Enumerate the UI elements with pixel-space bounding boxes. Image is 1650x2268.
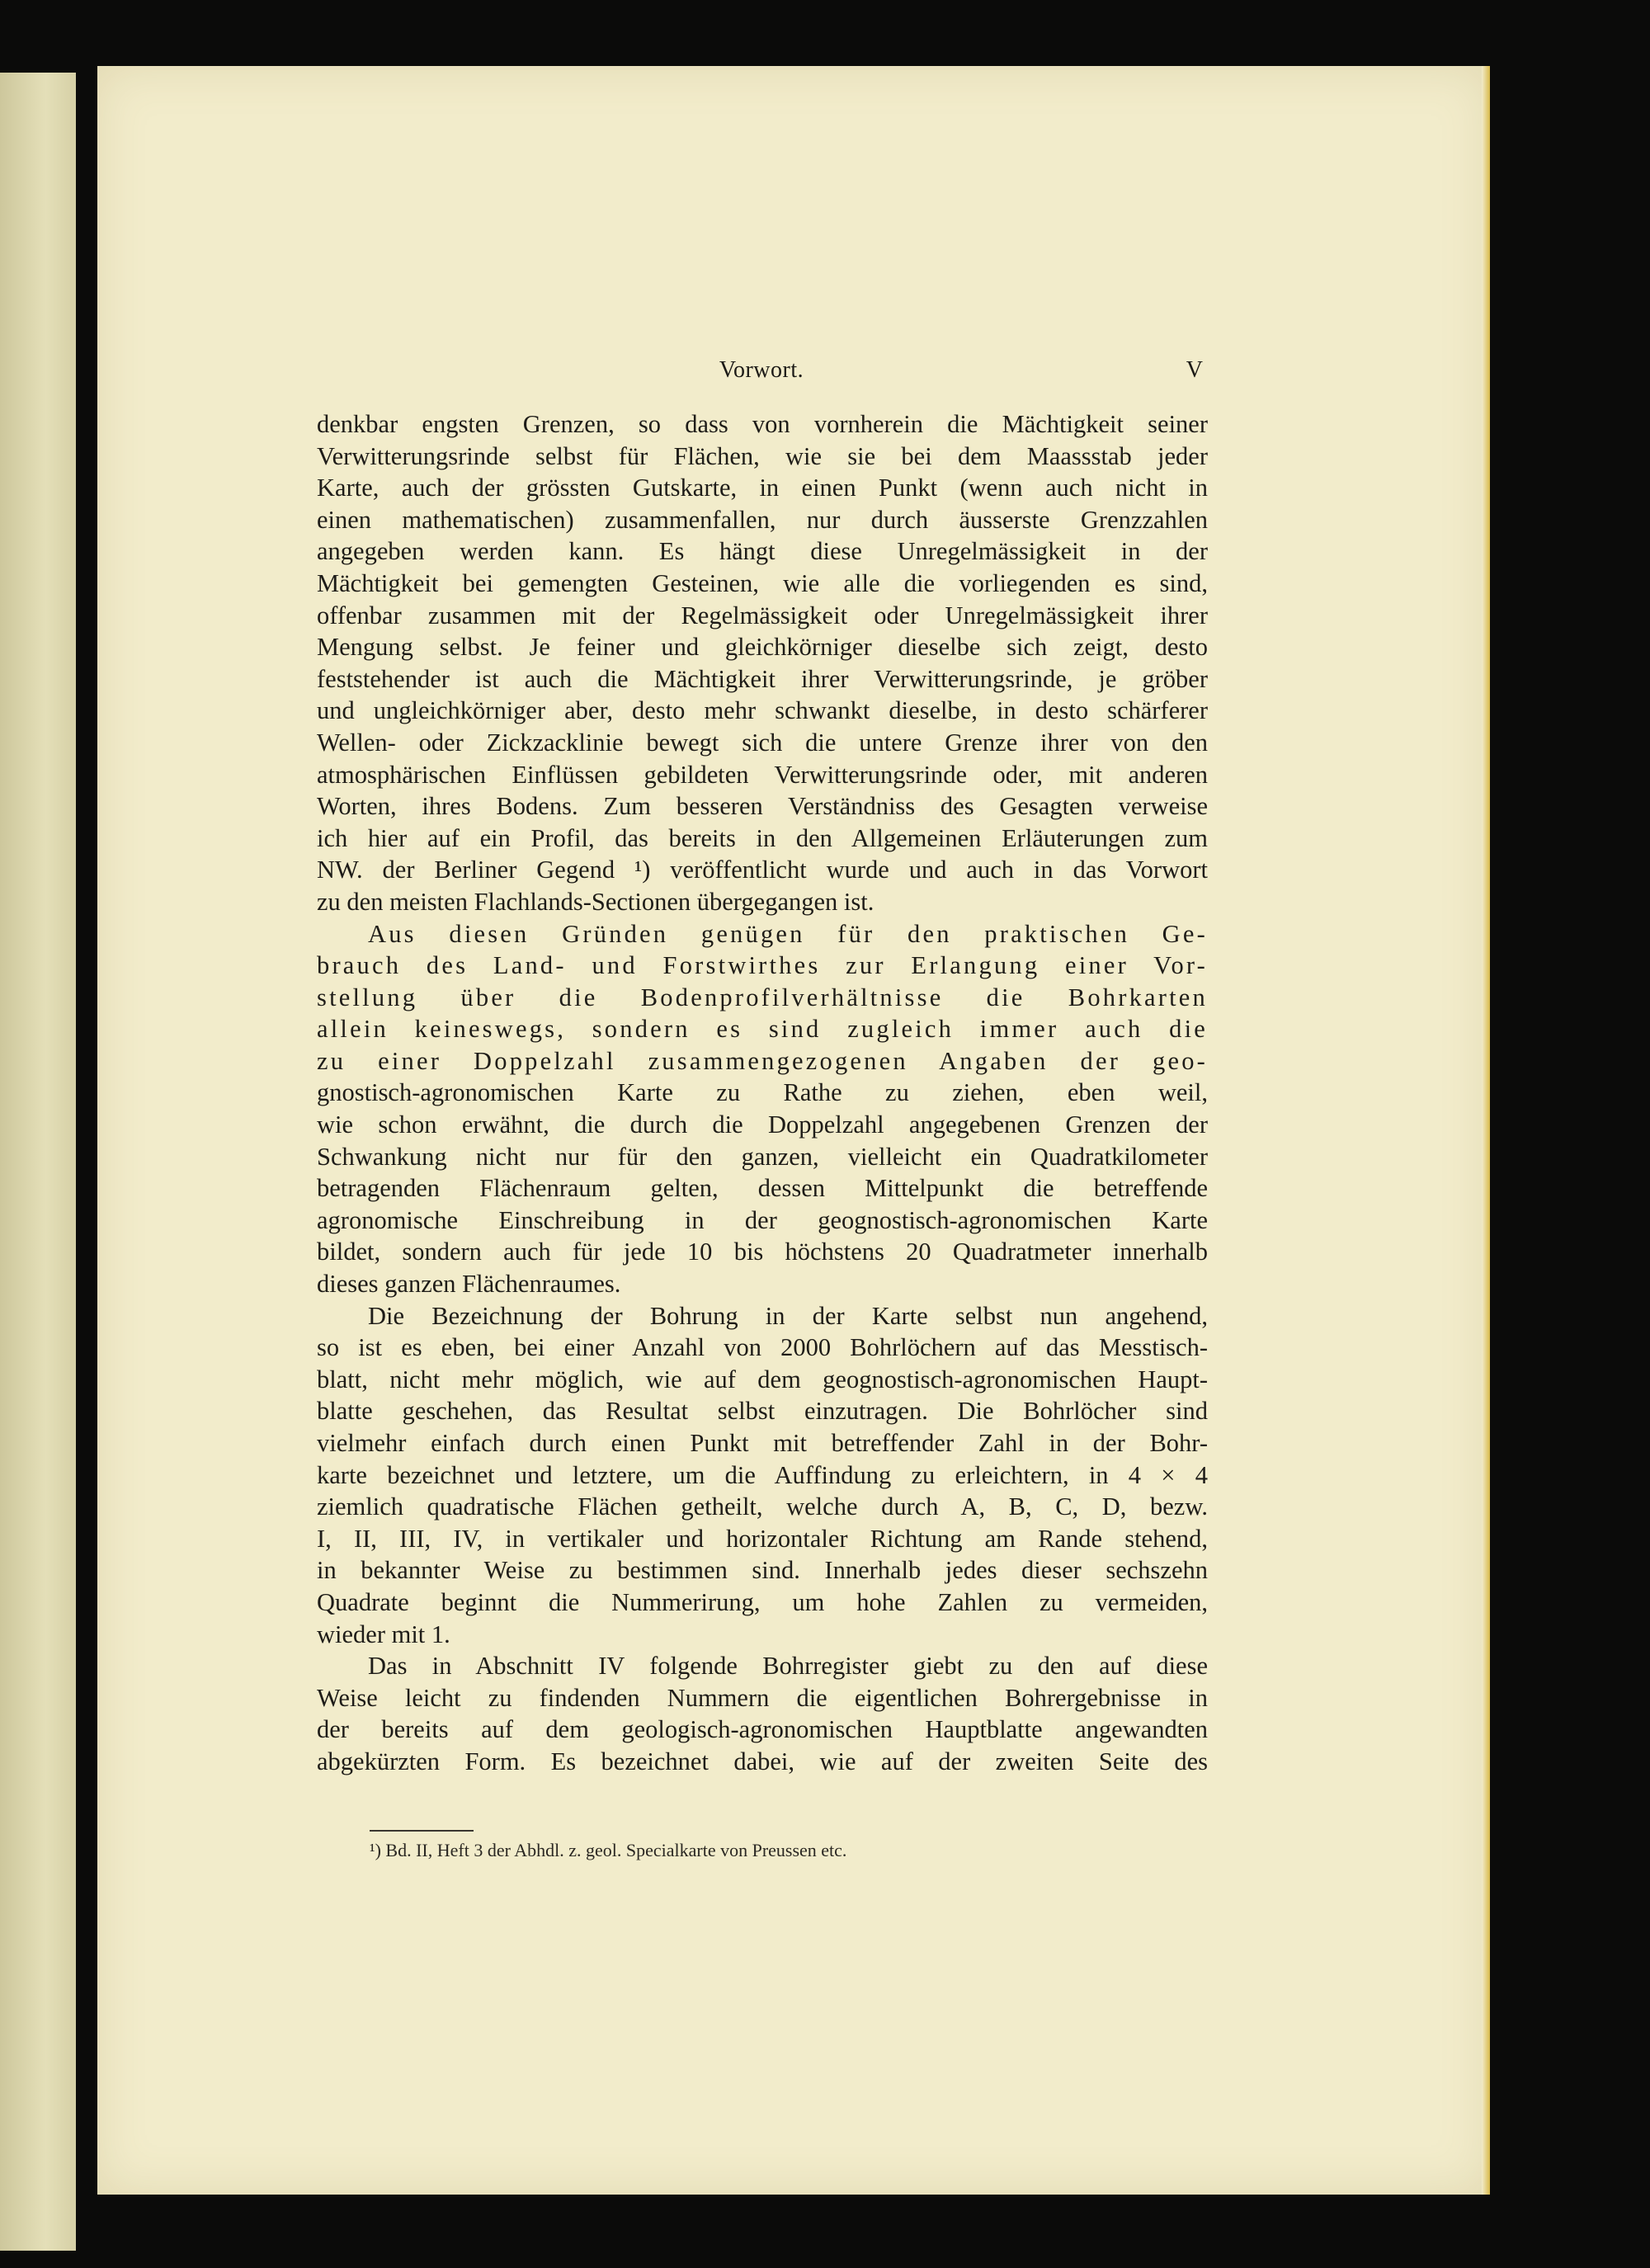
text-line: Quadrate beginnt die Nummerirung, um hohe Zahlen zu vermeiden, [317, 1587, 1208, 1616]
text-line: wieder mit 1. [317, 1620, 450, 1648]
text-line: ich hier auf ein Profil, das bereits in den Allgemeinen Erläuterungen zum [317, 823, 1208, 852]
text-line: in bekannter Weise zu bestimmen sind. Innerhalb jedes dieser sechszehn [317, 1556, 1208, 1585]
text-line: atmosphärischen Einflüssen gebildeten Verwitterungsrinde oder, mit anderen [317, 760, 1208, 789]
text-line: Worten, ihres Bodens. Zum besseren Verständniss des Gesagten verweise [317, 792, 1208, 821]
footnote-rule [370, 1830, 474, 1832]
text-line: feststehender ist auch die Mächtigkeit ihrer Verwitterungsrinde, je gröber [317, 664, 1208, 693]
text-line: blatt, nicht mehr möglich, wie auf dem geognostisch-agronomischen Haupt- [317, 1365, 1208, 1393]
text-line: der bereits auf dem geologisch-agronomischen Hauptblatte angewandten [317, 1715, 1208, 1744]
text-line: stellung über die Bodenprofilverhältnisse die Bohrkarten [317, 983, 1208, 1011]
text-line: Wellen- oder Zickzacklinie bewegt sich die untere Grenze ihrer von den [317, 728, 1208, 757]
page-right-edge [1482, 66, 1490, 2195]
previous-page-edge [0, 73, 76, 2251]
text-line: NW. der Berliner Gegend ¹) veröffentlicht wurde und auch in das Vorwort [317, 856, 1208, 884]
text-line: vielmehr einfach durch einen Punkt mit betreffender Zahl in der Bohr- [317, 1429, 1208, 1457]
footnote: ¹) Bd. II, Heft 3 der Abhdl. z. geol. Specialkarte von Preussen etc. [370, 1840, 847, 1860]
text-line: blatte geschehen, das Resultat selbst einzutragen. Die Bohrlöcher sind [317, 1397, 1208, 1426]
text-line: Mächtigkeit bei gemengten Gesteinen, wie alle die vorliegenden es sind, [317, 568, 1208, 597]
text-line: agronomische Einschreibung in der geognostisch-agronomischen Karte [317, 1205, 1208, 1234]
text-line: wie schon erwähnt, die durch die Doppelzahl angegebenen Grenzen der [317, 1110, 1208, 1139]
text-line: Aus diesen Gründen genügen für den praktischen Ge- [368, 919, 1208, 948]
text-line: Mengung selbst. Je feiner und gleichkörniger dieselbe sich zeigt, desto [317, 633, 1208, 662]
text-line: karte bezeichnet und letztere, um die Auffindung zu erleichtern, in 4 × 4 [317, 1460, 1208, 1489]
text-line: ziemlich quadratische Flächen getheilt, welche durch A, B, C, D, bezw. [317, 1492, 1208, 1521]
text-line: betragenden Flächenraum gelten, dessen Mittelpunkt die betreffende [317, 1174, 1208, 1203]
text-line: Karte, auch der grössten Gutskarte, in einen Punkt (wenn auch nicht in [317, 474, 1208, 502]
running-title: Vorwort. [719, 357, 804, 383]
text-line: Die Bezeichnung der Bohrung in der Karte selbst nun angehend, [368, 1301, 1208, 1330]
book-gutter [76, 66, 97, 2268]
text-line: allein keineswegs, sondern es sind zugleich immer auch die [317, 1015, 1208, 1044]
text-line: bildet, sondern auch für jede 10 bis höchstens 20 Quadratmeter innerhalb [317, 1238, 1208, 1266]
text-line: Schwankung nicht nur für den ganzen, vielleicht ein Quadratkilometer [317, 1142, 1208, 1171]
text-line: I, II, III, IV, in vertikaler und horizontaler Richtung am Rande stehend, [317, 1524, 1208, 1553]
text-line: zu den meisten Flachlands-Sectionen übergegangen ist. [317, 887, 874, 916]
text-line: und ungleichkörniger aber, desto mehr schwankt dieselbe, in desto schärferer [317, 696, 1208, 725]
text-line: denkbar engsten Grenzen, so dass von vornherein die Mächtigkeit seiner [317, 410, 1208, 438]
text-line: brauch des Land- und Forstwirthes zur Erlangung einer Vor- [317, 951, 1208, 980]
body-text [317, 408, 1208, 1778]
text-line: dieses ganzen Flächenraumes. [317, 1270, 621, 1299]
text-line: Weise leicht zu findenden Nummern die eigentlichen Bohrergebnisse in [317, 1683, 1208, 1712]
text-line: abgekürzten Form. Es bezeichnet dabei, wie auf der zweiten Seite des [317, 1747, 1208, 1775]
text-line: Das in Abschnitt IV folgende Bohrregister giebt zu den auf diese [368, 1652, 1208, 1681]
page-number: V [1186, 357, 1203, 383]
text-line: gnostisch-agronomischen Karte zu Rathe zu ziehen, eben weil, [317, 1078, 1208, 1107]
text-line: angegeben werden kann. Es hängt diese Unregelmässigkeit in der [317, 537, 1208, 566]
text-line: offenbar zusammen mit der Regelmässigkeit oder Unregelmässigkeit ihrer [317, 601, 1208, 629]
text-line: so ist es eben, bei einer Anzahl von 2000 Bohrlöchern auf das Messtisch- [317, 1333, 1208, 1362]
text-line: zu einer Doppelzahl zusammengezogenen Angaben der geo- [317, 1046, 1208, 1075]
text-line: einen mathematischen) zusammenfallen, nur durch äusserste Grenzzahlen [317, 505, 1208, 534]
page-header [320, 357, 1203, 390]
text-line: Verwitterungsrinde selbst für Flächen, wie sie bei dem Maassstab jeder [317, 441, 1208, 470]
